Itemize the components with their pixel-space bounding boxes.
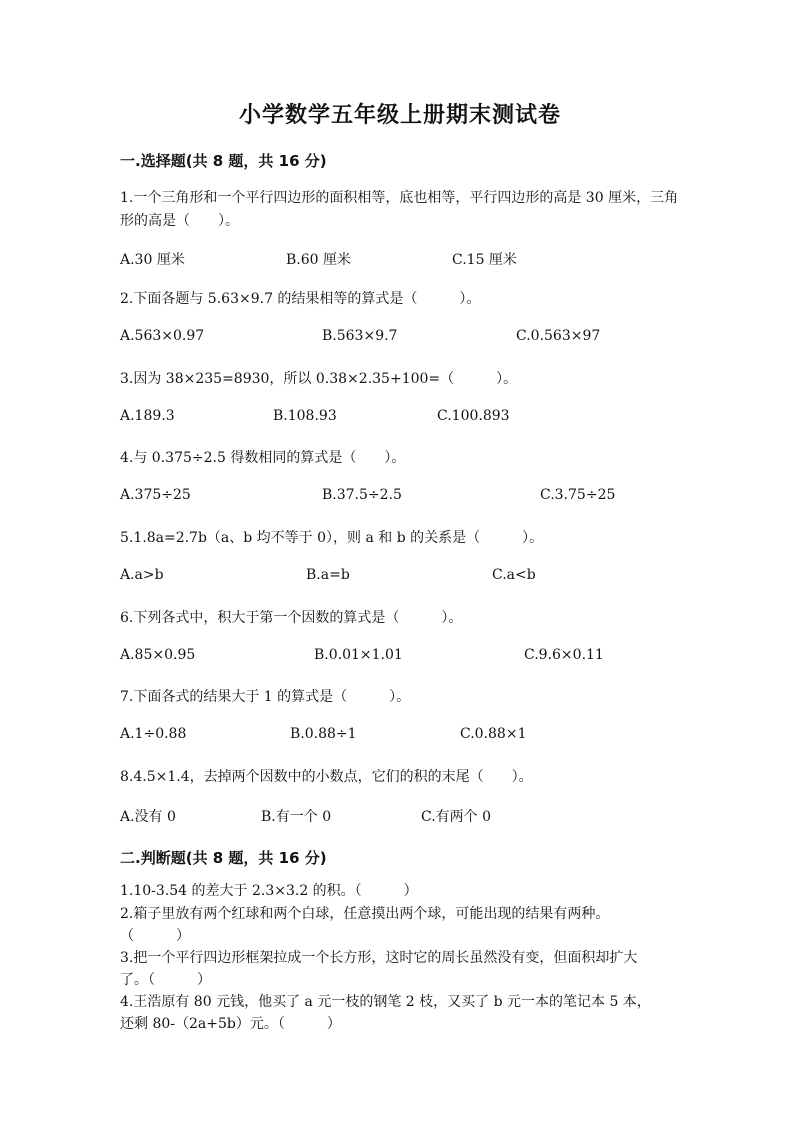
page-title: 小学数学五年级上册期末测试卷 <box>238 102 561 128</box>
q4-option-a: A.375÷25 <box>120 487 191 503</box>
question-1: 1.一个三角形和一个平行四边形的面积相等，底也相等，平行四边形的高是 30 厘米，三角形的高是（ ）。 <box>120 190 679 229</box>
q7-option-c: C.0.88×1 <box>460 726 527 742</box>
question-6: 6.下列各式中，积大于第一个因数的算式是（ ）。 <box>120 610 463 626</box>
q8-option-b: B.有一个 0 <box>261 809 332 825</box>
q3-option-c: C.100.893 <box>437 408 510 424</box>
q4-option-b: B.37.5÷2.5 <box>322 487 402 503</box>
question-5: 5.1.8a=2.7b（a、b 均不等于 0），则 a 和 b 的关系是（ ）。 <box>120 530 544 546</box>
q5-option-a: A.a>b <box>120 567 164 583</box>
judge-item-4: 4.王浩原有 80 元钱，他买了 a 元一枝的钢笔 2 枝，又买了 b 元一本的笔记本 5 本，还剩 80-（2a+5b）元。（ ） <box>120 994 651 1032</box>
q5-option-c: C.a<b <box>492 567 536 583</box>
q6-option-a: A.85×0.95 <box>120 647 196 663</box>
q4-option-c: C.3.75÷25 <box>540 487 616 503</box>
section-heading-true-false: 二.判断题(共 8 题，共 16 分) <box>120 849 327 867</box>
q5-option-b: B.a=b <box>306 567 350 583</box>
question-8: 8.4.5×1.4，去掉两个因数中的小数点，它们的积的末尾（ ）。 <box>120 769 533 785</box>
q8-option-c: C.有两个 0 <box>421 809 492 825</box>
judge-item-2: 2.箱子里放有两个红球和两个白球，任意摸出两个球，可能出现的结果有两种。（ ） <box>120 906 610 944</box>
q2-option-a: A.563×0.97 <box>120 328 205 344</box>
q6-option-c: C.9.6×0.11 <box>524 647 604 663</box>
q8-option-a: A.没有 0 <box>120 809 176 825</box>
question-4: 4.与 0.375÷2.5 得数相同的算式是（ ）。 <box>120 450 406 466</box>
q1-option-c: C.15 厘米 <box>452 252 517 268</box>
question-2: 2.下面各题与 5.63×9.7 的结果相等的算式是（ ）。 <box>120 291 481 307</box>
section-heading-choice: 一.选择题(共 8 题，共 16 分) <box>120 152 327 170</box>
q6-option-b: B.0.01×1.01 <box>314 647 403 663</box>
q2-option-b: B.563×9.7 <box>322 328 398 344</box>
q3-option-a: A.189.3 <box>120 408 175 424</box>
question-7: 7.下面各式的结果大于 1 的算式是（ ）。 <box>120 689 411 705</box>
judge-item-3: 3.把一个平行四边形框架拉成一个长方形，这时它的周长虽然没有变，但面积却扩大了。（ ） <box>120 950 638 988</box>
question-3: 3.因为 38×235=8930，所以 0.38×2.35+100=（ ）。 <box>120 371 518 387</box>
judge-item-1: 1.10-3.54 的差大于 2.3×3.2 的积。（ ） <box>120 883 418 899</box>
q2-option-c: C.0.563×97 <box>516 328 601 344</box>
q7-option-b: B.0.88÷1 <box>290 726 357 742</box>
q3-option-b: B.108.93 <box>273 408 337 424</box>
q1-option-b: B.60 厘米 <box>286 252 352 268</box>
q1-option-a: A.30 厘米 <box>120 252 185 268</box>
q7-option-a: A.1÷0.88 <box>120 726 187 742</box>
